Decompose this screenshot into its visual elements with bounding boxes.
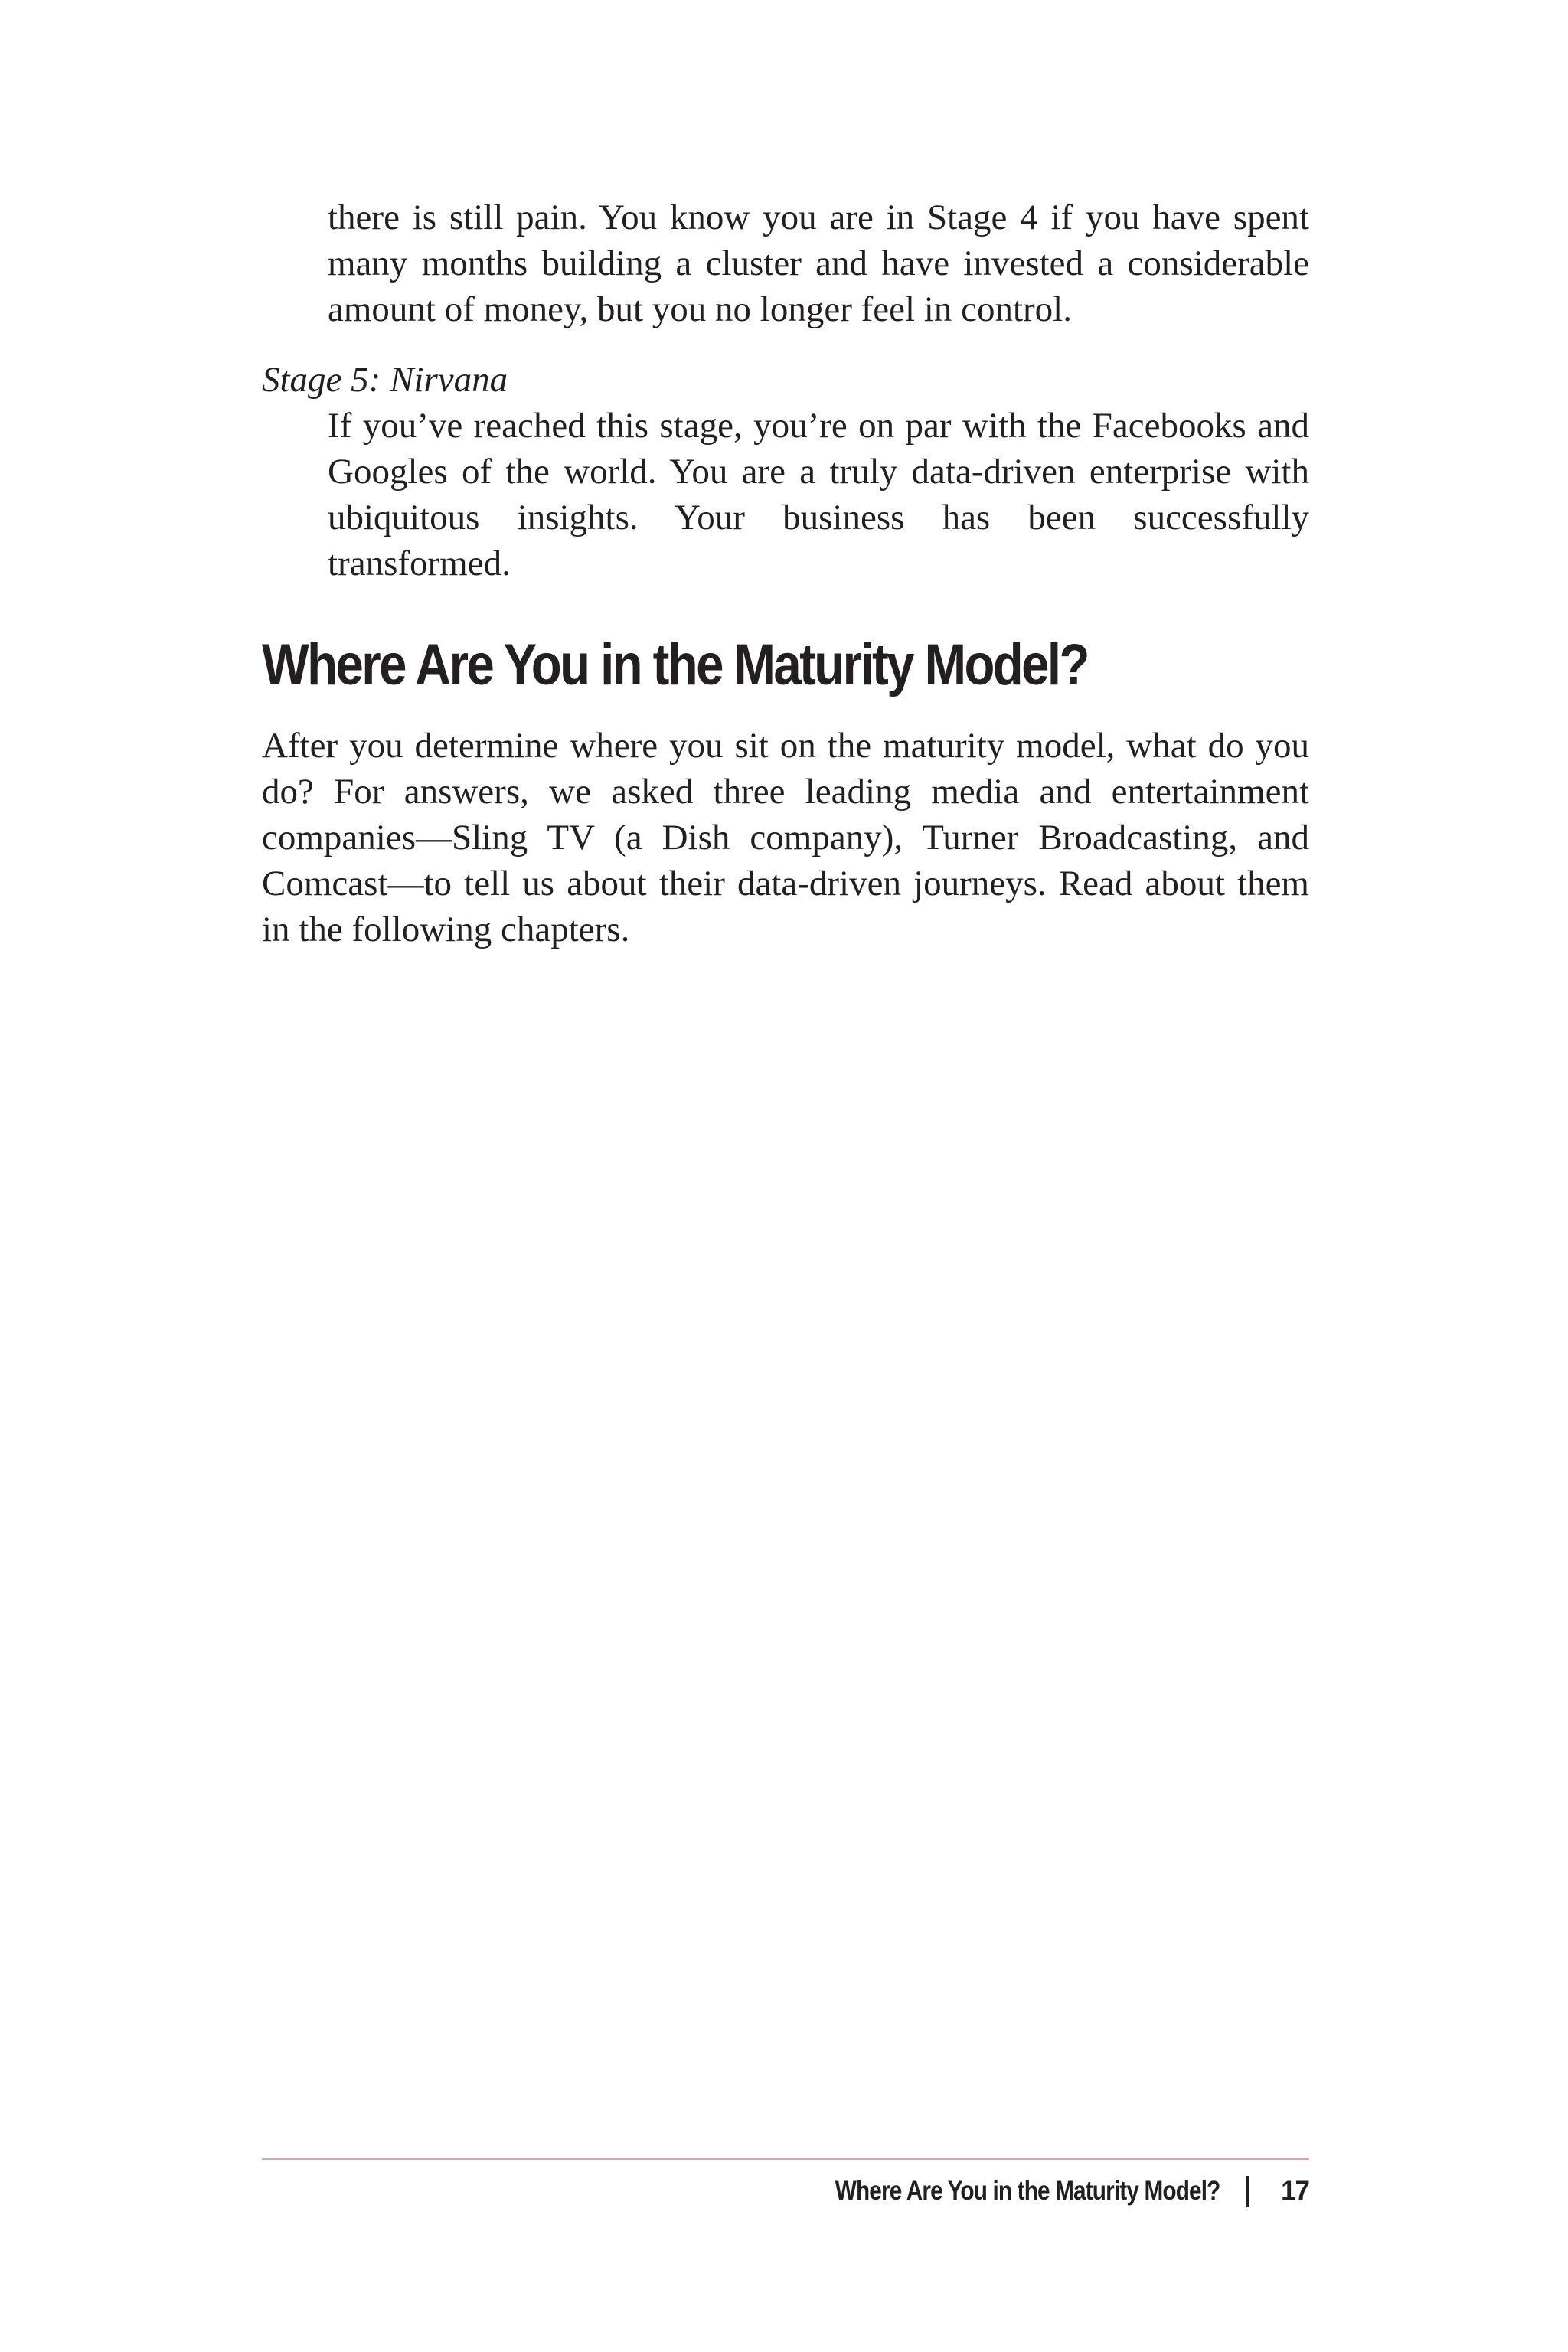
page-number: 17 xyxy=(1281,2176,1309,2206)
footer-running-title: Where Are You in the Maturity Model? xyxy=(835,2176,1220,2206)
footer-separator xyxy=(1246,2176,1249,2207)
page-footer xyxy=(767,2168,1309,2214)
stage5-description: If you’ve reached this stage, you’re on par with the Facebooks and Googles of the world. You are a truly data-driven enterprise with ubiquitous insights. Your business has been successfully transformed. xyxy=(328,406,1309,583)
section-body-paragraph: After you determine where you sit on the maturity model, what do you do? For answers, we asked three leading media and entertainment companies—Sling TV (a Dish company), Turner Broadcasting, and Comcast—to tell us about their data-driven journeys. Read about them in the following chapters. xyxy=(262,726,1309,949)
stage4-continued-paragraph: there is still pain. You know you are in Stage 4 if you have spent many months building a cluster and have invested a considerable amount of money, but you no longer feel in control. xyxy=(328,198,1309,329)
footer-rule xyxy=(262,2158,1309,2160)
stage5-term: Stage 5: Nirvana xyxy=(262,360,508,400)
section-heading: Where Are You in the Maturity Model? xyxy=(262,632,1088,697)
